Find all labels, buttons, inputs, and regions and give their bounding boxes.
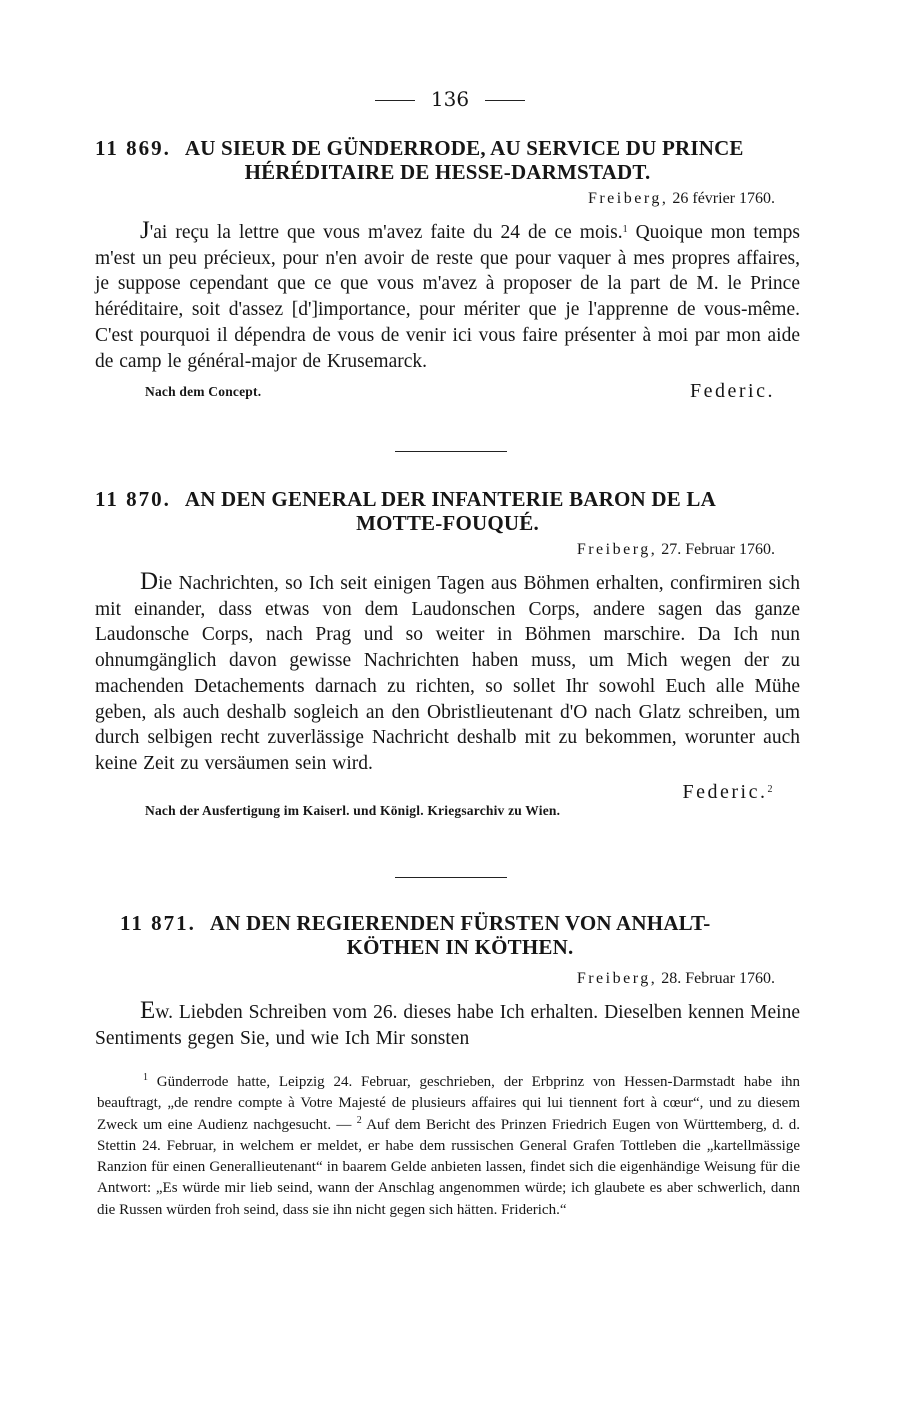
dateline-place: Freiberg, [576,970,658,987]
dropcap: J [140,217,150,244]
letter-11871-body [95,964,800,1051]
letter-body [95,569,800,777]
letter-number: 11 871. [120,911,196,935]
footnote-reference: 1 [622,224,628,235]
page-number: 136 [430,87,470,111]
dateline-date: 26 février 1760. [672,190,775,207]
section-divider [395,877,507,878]
heading-line-2: KÖTHEN IN KÖTHEN. [346,935,574,959]
source-note: Nach dem Concept. [145,384,262,400]
letter-text: 'ai reçu la lettre que vous m'avez faite du 24 de ce mois. [149,222,623,243]
page-number-dash-right [485,100,525,101]
heading-line-1: AU SIEUR DE GÜNDERRODE, AU SERVICE DU PRINCE [184,136,744,160]
signature-footnote-ref: 2 [767,783,775,795]
letter-11869 [95,136,800,406]
dateline [95,188,775,210]
source-row [95,380,800,406]
section-divider [395,451,507,452]
dateline [95,968,775,990]
footnote-marker: 1 [143,1072,148,1083]
letter-number: 11 870. [95,487,171,511]
dateline-date: 28. Februar 1760. [661,970,775,987]
source-note: Nach der Ausfertigung im Kaiserl. und Königl. Kriegsarchiv zu Wien. [145,802,561,818]
heading-line-1: AN DEN REGIERENDEN FÜRSTEN VON ANHALT- [209,911,711,935]
page-number-dash-left [375,100,415,101]
heading-line-2: HÉRÉDITAIRE DE HESSE-DARMSTADT. [244,160,651,184]
letter-body [95,998,800,1051]
letter-heading [120,911,800,959]
dateline-place: Freiberg, [587,190,669,207]
footnotes [97,1072,800,1221]
footnote-marker: 2 [356,1114,362,1126]
heading-line-2: MOTTE-FOUQUÉ. [356,511,539,535]
letter-text: w. Liebden Schreiben vom 26. dieses habe Ich erhalten. Dieselben kennen Meine Sentiments gegen Sie, und wie Ich Mir sonsten [95,1002,800,1049]
letter-body [95,218,800,374]
letter-text-continued: Quoique mon temps m'est un peu précieux, pour n'en avoir de reste que pour vaquer à mes propres affaires, je suppose cependant que ce que vous m'avez à proposer de la part de M. le Prince héréditaire, soit d'assez [d']importance, pour mériter que je l'apprenne de vous-même. C'est pourquoi il dépendra de vous de venir ici vous faire présenter à moi par mon aide de camp le général-major de Krusemarck. [95,222,800,372]
letter-11871 [120,911,800,959]
letter-text: ie Nachrichten, so Ich seit einigen Tagen aus Böhmen erhalten, confirmiren sich mit einander, dass etwas von dem Laudonschen Corps, andere sagen das ganze Laudonsche Corps, nach Prag und so weiter in Böhmen marschire. Da Ich nun ohnumgänglich davon gewisse Nachrichten haben muss, um Mich wegen der zu machenden Detachements darnach zu richten, so sollet Ihr sowohl Euch alle Mühe geben, als auch deshalb sogleich an den Obristlieutenant d'O nach Glatz schreiben, um durch selbigen recht zuverlässige Nachricht deshalb mit zu bekommen, worunter auch keine Zeit zu versäumen sein wird. [95,573,800,774]
heading-line-1: AN DEN GENERAL DER INFANTERIE BARON DE LA [184,487,716,511]
dropcap: D [140,568,159,595]
page-number-row [0,84,900,114]
letter-heading [95,487,800,535]
letter-heading [95,136,800,184]
footnote [97,1072,800,1221]
dateline [95,539,775,561]
signature [683,781,775,804]
footnote-text: Günderrode hatte, Leipzig 24. Februar, geschrieben, der Erbprinz von Hessen-Darmstadt habe ihn beauftragt, „de rendre compte à Votre Majesté de plusieurs affaires qui lui tiennent fort à cœur“, und zu diesem Zweck um eine Audienz nachgesucht. — [97,1074,800,1133]
dateline-place: Freiberg, [576,541,658,558]
dropcap: E [140,997,156,1024]
signature-text: Federic. [682,780,768,803]
signature-text: Federic. [690,380,775,403]
letter-11870 [95,487,800,821]
signature [690,380,775,403]
source-row [95,777,800,821]
footnote-text: Auf dem Bericht des Prinzen Friedrich Eugen von Württemberg, d. d. Stettin 24. Februar, in welchem er meldet, er habe dem russischen General Grafen Tottleben die „kartellmässige Ranzion für einen Generallieutenant“ in baarem Gelde anbieten lassen, findet sich die eigenhändige Weisung für die Antwort: „Es würde mir lieb seind, wann der Anschlag angenommen würde; ich glaubete es aber schwerlich, dann die Russen würden froh seind, dass sie ihn nicht gegen sich hätten. Friderich.“ [97,1116,800,1218]
letter-number: 11 869. [95,136,171,160]
dateline-date: 27. Februar 1760. [661,541,775,558]
